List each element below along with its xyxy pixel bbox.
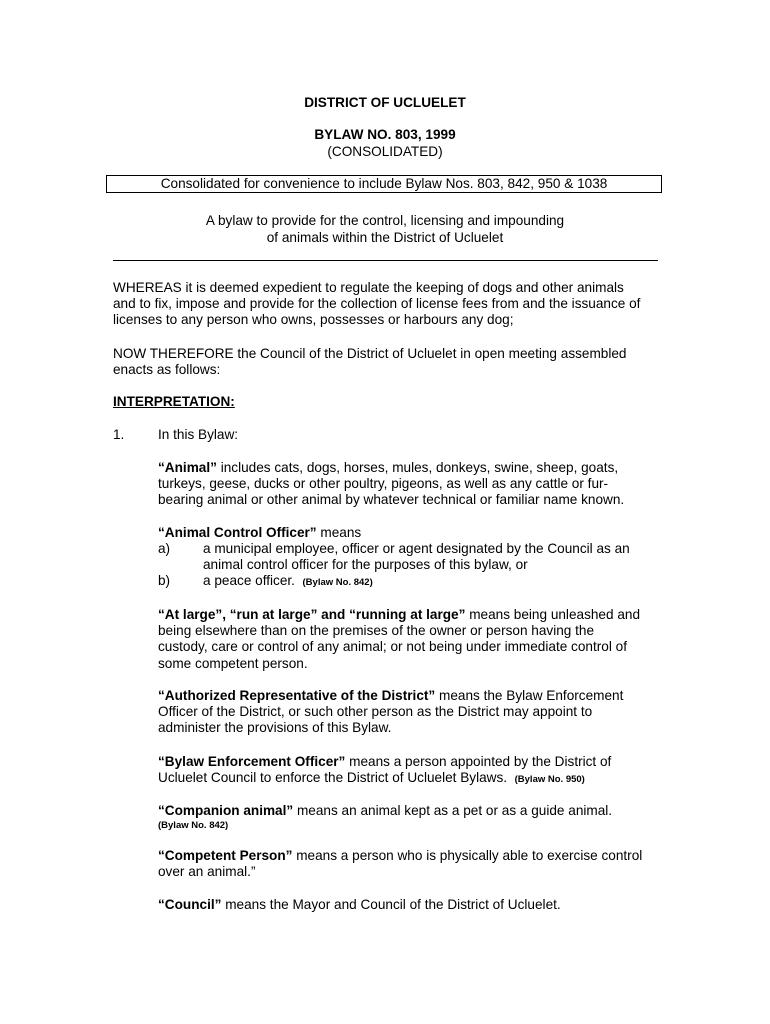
definition-text: means (316, 525, 362, 540)
definition-at-large (158, 607, 640, 672)
definition-text: administer the provisions of this Bylaw. (158, 720, 392, 736)
definition-text: animal control officer for the purposes of this bylaw, or (203, 557, 528, 573)
term-competent-person: “Competent Person” (158, 848, 293, 863)
purpose-line-2: of animals within the District of Ucluelet (266, 230, 504, 245)
whereas-paragraph (113, 280, 640, 329)
definition-text: custody, care or control of any animal; or not being under immediate control of (158, 639, 627, 655)
now-therefore-paragraph (113, 346, 627, 378)
definition-bylaw-enforcement-officer (158, 754, 611, 788)
district-title: DISTRICT OF UCLUELET (304, 95, 466, 110)
consolidation-notice-box: Consolidated for convenience to include Bylaw Nos. 803, 842, 950 & 1038 (106, 175, 662, 193)
definition-council (158, 897, 561, 913)
definition-text: being elsewhere than on the premises of the owner or person having the (158, 623, 595, 639)
list-marker-a: a) (158, 541, 171, 556)
definition-text: a municipal employee, officer or agent designated by the Council as an (203, 541, 630, 556)
bylaw-reference: (Bylaw No. 950) (514, 774, 585, 786)
bylaw-number: BYLAW NO. 803, 1999 (314, 127, 456, 142)
definition-animal (158, 460, 624, 509)
definition-text: over an animal.” (158, 864, 256, 880)
list-item-a (203, 541, 630, 573)
bylaw-reference: (Bylaw No. 842) (302, 577, 373, 588)
list-marker-b: b) (158, 573, 171, 588)
interpretation-heading: INTERPRETATION: (113, 394, 235, 409)
term-at-large: “At large”, “run at large” and “running at large” (158, 607, 466, 622)
definition-text: bearing animal or other animal by whatever technical or familiar name known. (158, 492, 625, 508)
definition-text: a peace officer. (203, 573, 295, 588)
definition-text: means being unleashed and (465, 607, 641, 622)
definition-text: turkeys, geese, ducks or other poultry, pigeons, as well as any cattle or fur- (158, 476, 609, 492)
section-1-number: 1. (113, 427, 125, 442)
bylaw-reference: (Bylaw No. 842) (158, 820, 229, 832)
term-council: “Council” (158, 897, 222, 912)
definition-text: some competent person. (158, 655, 308, 671)
definition-text: means the Bylaw Enforcement (435, 688, 624, 703)
term-companion-animal: “Companion animal” (158, 803, 294, 818)
definition-authorized-representative (158, 688, 623, 737)
definition-text: means a person appointed by the District of (345, 754, 612, 769)
definition-competent-person (158, 848, 642, 880)
purpose-line-1: A bylaw to provide for the control, licensing and impounding (205, 213, 565, 228)
definition-text: includes cats, dogs, horses, mules, donkeys, swine, sheep, goats, (216, 460, 619, 475)
now-therefore-line: enacts as follows: (113, 362, 221, 378)
list-item-b (203, 573, 373, 591)
now-therefore-line: NOW THEREFORE the Council of the District of Ucluelet in open meeting assembled (113, 346, 627, 361)
horizontal-rule (113, 260, 658, 261)
section-1-intro: In this Bylaw: (158, 427, 239, 442)
consolidated-label: (CONSOLIDATED) (327, 144, 443, 159)
whereas-line: licenses to any person who owns, possesses or harbours any dog; (113, 312, 514, 328)
term-bylaw-enforcement-officer: “Bylaw Enforcement Officer” (158, 754, 346, 769)
definition-text: Officer of the District, or such other person as the District may appoint to (158, 704, 593, 720)
whereas-line: and to fix, impose and provide for the collection of license fees from and the issuance of (113, 296, 641, 312)
definition-text: means the Mayor and Council of the District of Ucluelet. (221, 897, 561, 912)
definition-text: means a person who is physically able to exercise control (292, 848, 643, 863)
term-authorized-representative: “Authorized Representative of the District” (158, 688, 436, 703)
whereas-line: WHEREAS it is deemed expedient to regulate the keeping of dogs and other animals (113, 280, 624, 295)
term-animal-control-officer: “Animal Control Officer” (158, 525, 317, 540)
definition-text: means an animal kept as a pet or as a guide animal. (293, 803, 613, 818)
definition-text: Ucluelet Council to enforce the District of Ucluelet Bylaws. (158, 770, 508, 786)
definition-animal-control-officer (158, 525, 361, 541)
term-animal: “Animal” (158, 460, 217, 475)
definition-companion-animal (158, 803, 612, 832)
